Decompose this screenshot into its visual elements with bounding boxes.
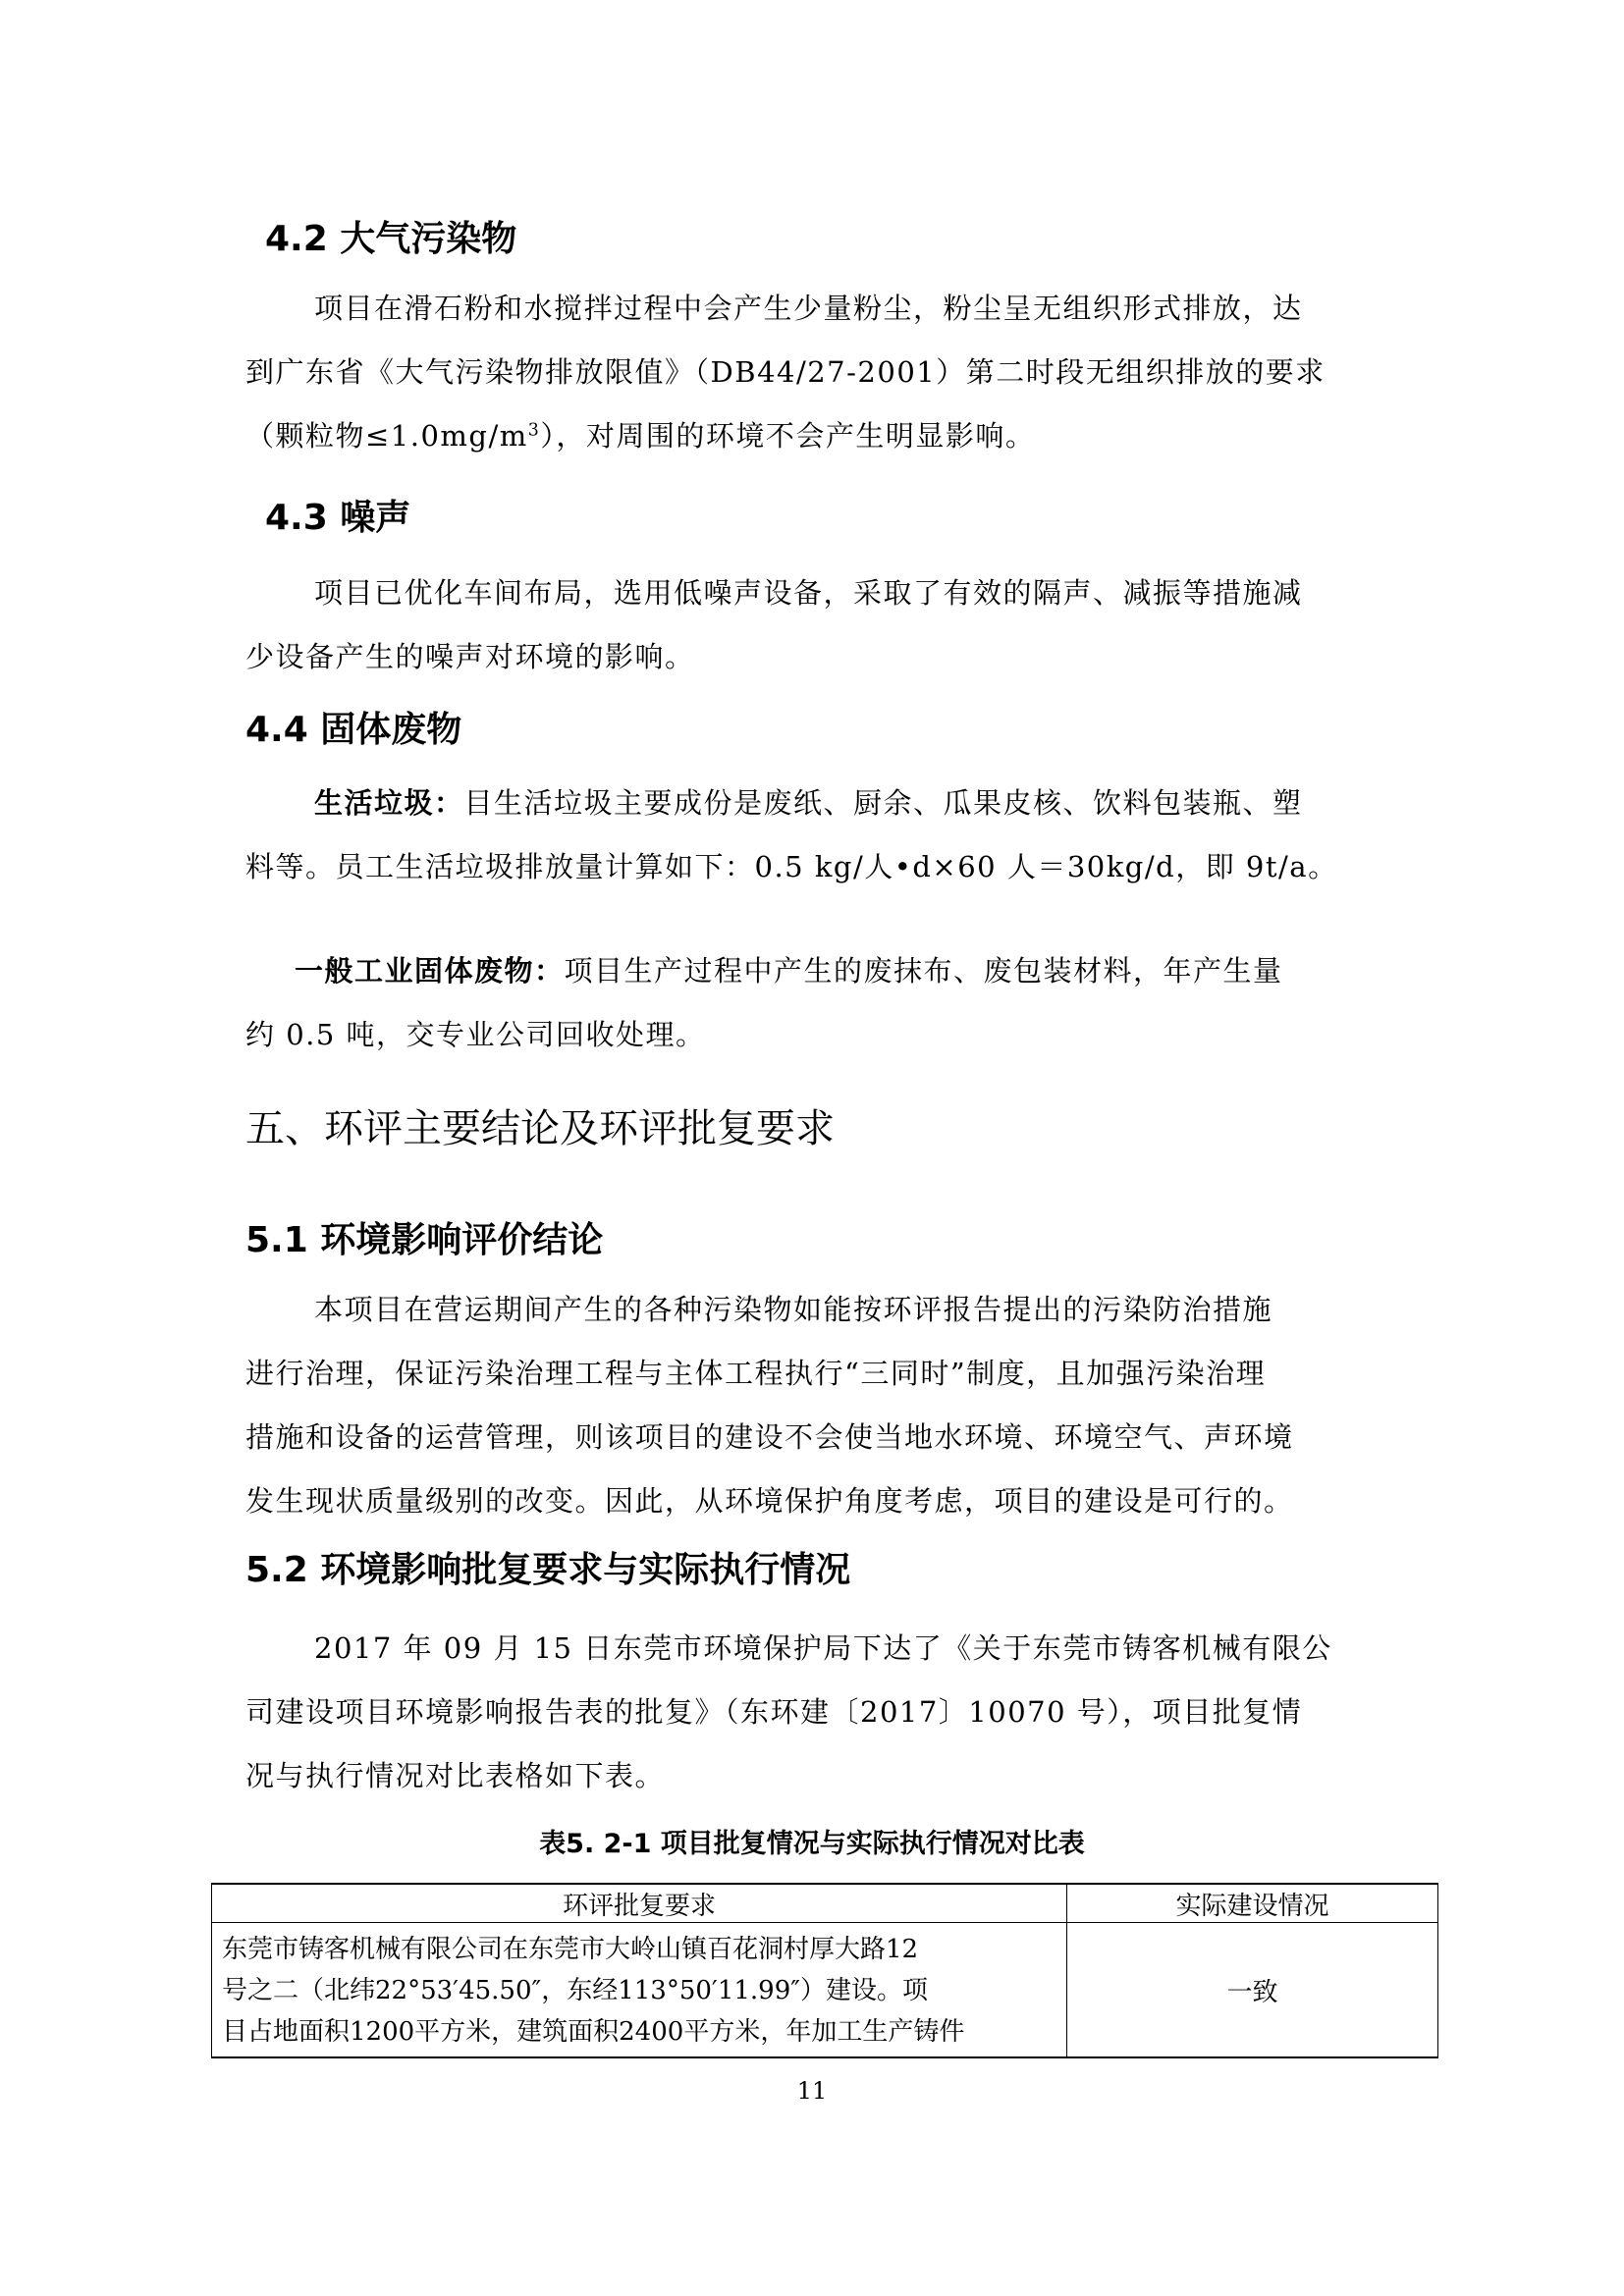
chapter-heading-5: 五、环评主要结论及环评批复要求: [245, 1106, 835, 1151]
paragraph-line: 司建设项目环境影响报告表的批复》（东环建〔2017〕10070 号），项目批复情: [245, 1695, 1303, 1729]
column-header-actual: 实际建设情况: [1067, 1884, 1438, 1923]
text-segment: 目生活垃圾主要成份是废纸、厨余、瓜果皮核、饮料包装瓶、塑: [463, 786, 1303, 820]
page-number: 11: [796, 2077, 828, 2105]
paragraph-line: 项目已优化车间布局，选用低噪声设备，采取了有效的隔声、减振等措施减: [314, 576, 1303, 610]
table-caption: 表5. 2-1 项目批复情况与实际执行情况对比表: [539, 1829, 1085, 1859]
paragraph-line: 少设备产生的噪声对环境的影响。: [245, 640, 695, 673]
paragraph-line: 进行治理，保证污染治理工程与主体工程执行“三同时”制度，且加强污染治理: [245, 1357, 1267, 1390]
section-heading-4-4: 4.4 固体废物: [245, 710, 462, 750]
paragraph-line: 本项目在营运期间产生的各种污染物如能按环评报告提出的污染防治措施: [314, 1293, 1273, 1326]
requirement-cell: [212, 1923, 1067, 2058]
table-header-row: [212, 1884, 1438, 1923]
text-segment: ），对周围的环境不会产生明显影响。: [540, 419, 1036, 453]
domestic-waste-label: 生活垃圾：: [314, 786, 464, 820]
table-row: [212, 1923, 1438, 2058]
paragraph-line: [295, 953, 1283, 988]
section-heading-5-2: 5.2 环境影响批复要求与实际执行情况: [245, 1550, 851, 1590]
text-segment: 项目生产过程中产生的废抹布、废包装材料，年产生量: [564, 954, 1283, 988]
paragraph-line: 项目在滑石粉和水搅拌过程中会产生少量粉尘，粉尘呈无组织形式排放，达: [314, 292, 1303, 325]
paragraph-line: 约 0.5 吨，交专业公司回收处理。: [245, 1018, 706, 1051]
section-heading-4-2: 4.2 大气污染物: [265, 219, 517, 259]
superscript: 3: [527, 420, 541, 441]
comparison-table: [211, 1883, 1438, 2058]
column-header-requirement: 环评批复要求: [212, 1884, 1067, 1923]
paragraph-line: 到广东省《大气污染物排放限值》（DB44/27-2001）第二时段无组织排放的要求: [245, 355, 1326, 389]
paragraph-line: 发生现状质量级别的改变。因此，从环境保护角度考虑，项目的建设是可行的。: [245, 1484, 1294, 1518]
cell-line: 号之二（北纬22°53′45.50″，东经113°50′11.99″）建设。项: [222, 1976, 928, 2005]
text-segment: （颗粒物≤1.0mg/m: [245, 419, 528, 453]
cell-line: 东莞市铸客机械有限公司在东莞市大岭山镇百花洞村厚大路12: [222, 1935, 919, 1964]
paragraph-line: 措施和设备的运营管理，则该项目的建设不会使当地水环境、环境空气、声环境: [245, 1420, 1294, 1454]
paragraph-line: 料等。员工生活垃圾排放量计算如下：0.5 kg/人•d×60 人＝30kg/d，即 9t/a。: [245, 850, 1338, 883]
paragraph-line: 况与执行情况对比表格如下表。: [245, 1759, 666, 1792]
section-heading-4-3: 4.3 噪声: [265, 498, 411, 538]
paragraph-line: 2017 年 09 月 15 日东莞市环境保护局下达了《关于东莞市铸客机械有限公: [314, 1631, 1332, 1665]
paragraph-line-with-superscript: [245, 418, 1035, 454]
paragraph-line: [314, 785, 1303, 821]
industrial-waste-label: 一般工业固体废物：: [295, 954, 565, 988]
actual-cell: 一致: [1067, 1923, 1438, 2058]
section-heading-5-1: 5.1 环境影响评价结论: [245, 1220, 604, 1260]
cell-line: 目占地面积1200平方米，建筑面积2400平方米，年加工生产铸件: [222, 2017, 965, 2047]
